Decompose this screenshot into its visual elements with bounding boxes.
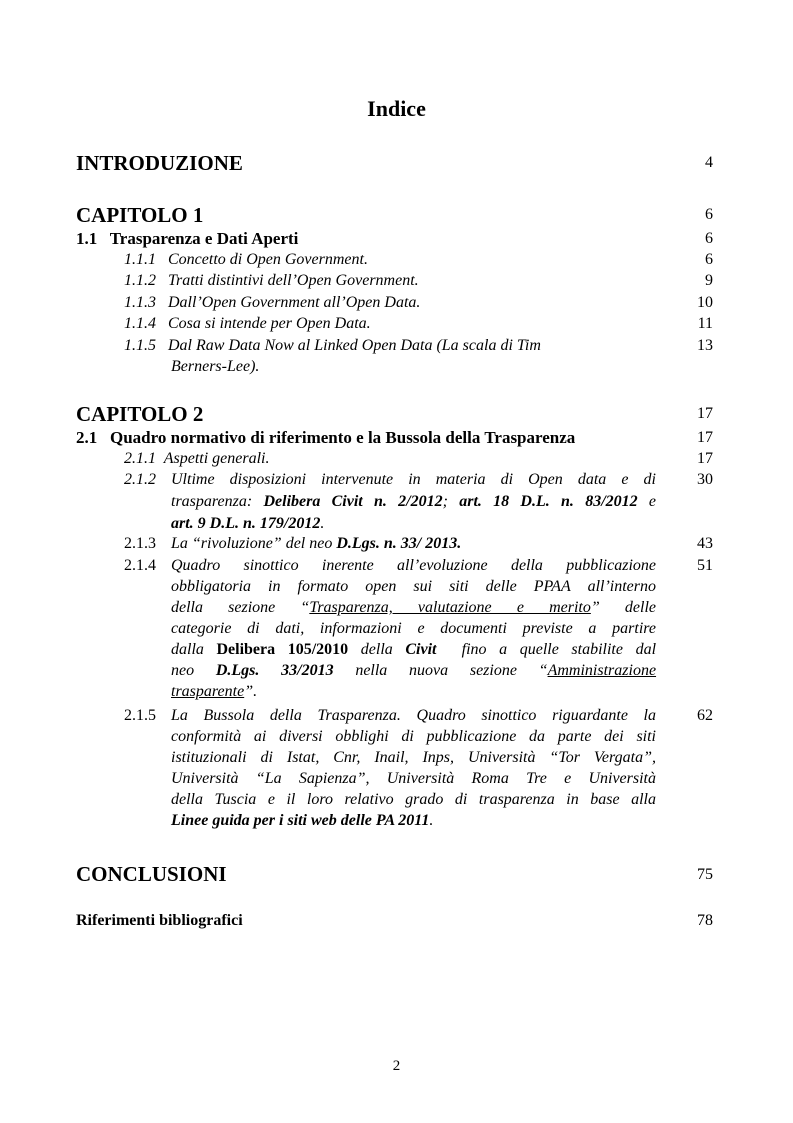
page-title: Indice (367, 96, 426, 121)
item-number: 1.1.5 (124, 337, 156, 354)
item-text: Dall’Open Government all’Open Data. (168, 294, 421, 311)
line: Università “La Sapienza”, Università Roma Tre e Università (171, 770, 656, 787)
section-title: Trasparenza e Dati Aperti (109, 229, 299, 248)
line: categorie di dati, informazioni e documenti previste a partire (171, 620, 656, 637)
toc-chapter1-page: 6 (705, 206, 713, 223)
toc-item-1-1-3-page: 10 (697, 294, 713, 311)
toc-item-1-1-5-continuation: Berners-Lee). (171, 358, 260, 375)
item-text: Aspetti generali. (163, 450, 270, 467)
toc-item-2-1-2-text (171, 471, 656, 533)
line: istituzionali di Istat, Cnr, Inail, Inps, Università “Tor Vergata”, (171, 749, 656, 766)
section-title: Quadro normativo di riferimento e la Bussola della Trasparenza (110, 428, 576, 447)
toc-item-2-1-5-text (171, 707, 656, 830)
toc-item-2-1-5-number: 2.1.5 (124, 707, 156, 724)
item-number: 1.1.4 (124, 315, 156, 332)
line: trasparente”. (171, 683, 258, 700)
toc-item-1-1-3 (124, 294, 420, 312)
line: della Tuscia e il loro relativo grado di trasparenza in base alla (171, 791, 656, 808)
toc-item-2-1-5-page: 62 (697, 707, 713, 724)
toc-item-2-1-4-page: 51 (697, 557, 713, 574)
toc-conclusions-label: CONCLUSIONI (76, 862, 227, 886)
item-text: Concetto di Open Government. (168, 251, 368, 268)
line: trasparenza: Delibera Civit n. 2/2012; art. 18 D.L. n. 83/2012 e (171, 493, 657, 510)
toc-item-1-1-4-page: 11 (697, 315, 713, 332)
line: La Bussola della Trasparenza. Quadro sinottico riguardante la (171, 707, 656, 724)
toc-item-2-1-2-number: 2.1.2 (124, 471, 156, 488)
item-number: 1.1.1 (124, 251, 156, 268)
toc-item-1-1-4 (124, 315, 371, 333)
item-number: 2.1.1 (124, 450, 156, 467)
line: neo D.Lgs. 33/2013 nella nuova sezione “Amministrazione (171, 662, 657, 679)
toc-item-1-1-5 (124, 337, 541, 355)
item-number: 1.1.2 (124, 272, 156, 289)
toc-item-1-1-2 (124, 272, 419, 290)
toc-item-1-1-2-page: 9 (705, 272, 713, 289)
toc-item-2-1-4-number: 2.1.4 (124, 557, 156, 574)
toc-section-1-1 (76, 229, 298, 249)
line: Ultime disposizioni intervenute in materia di Open data e di (171, 471, 656, 488)
toc-section-2-1-page: 17 (697, 429, 713, 446)
toc-item-2-1-4-text (171, 557, 656, 701)
toc-intro-label: INTRODUZIONE (76, 151, 243, 175)
section-number: 1.1 (76, 229, 98, 248)
toc-chapter1-label: CAPITOLO 1 (76, 203, 204, 227)
toc-bibliography-page: 78 (697, 912, 713, 929)
toc-item-2-1-1 (124, 450, 269, 468)
item-text: Dal Raw Data Now al Linked Open Data (La scala di Tim (168, 337, 541, 354)
line: della sezione “Trasparenza, valutazione e merito” delle (171, 599, 656, 616)
toc-section-2-1 (76, 428, 575, 448)
line: art. 9 D.L. n. 179/2012. (171, 515, 325, 532)
line: Quadro sinottico inerente all’evoluzione della pubblicazione (171, 557, 656, 574)
line: Linee guida per i siti web delle PA 2011. (171, 812, 434, 829)
line: conformità ai diversi obblighi di pubblicazione da parte dei siti (171, 728, 656, 745)
toc-intro-page: 4 (705, 154, 713, 171)
toc-item-1-1-1 (124, 251, 368, 269)
toc-chapter2-label: CAPITOLO 2 (76, 402, 204, 426)
item-number: 1.1.3 (124, 294, 156, 311)
toc-item-2-1-3-text: La “rivoluzione” del neo D.Lgs. n. 33/ 2013. (171, 535, 462, 552)
item-text: Tratti distintivi dell’Open Government. (168, 272, 419, 289)
toc-section-1-1-page: 6 (705, 230, 713, 247)
toc-item-2-1-2-page: 30 (697, 471, 713, 488)
section-number: 2.1 (76, 428, 98, 447)
toc-conclusions-page: 75 (697, 866, 713, 883)
toc-item-1-1-1-page: 6 (705, 251, 713, 268)
line: dalla Delibera 105/2010 della Civit fino a quelle stabilite dal (171, 641, 657, 658)
toc-item-2-1-3-number: 2.1.3 (124, 535, 156, 552)
toc-chapter2-page: 17 (697, 405, 713, 422)
toc-item-2-1-3-page: 43 (697, 535, 713, 552)
toc-item-1-1-5-page: 13 (697, 337, 713, 354)
item-text: Cosa si intende per Open Data. (168, 315, 371, 332)
line: obbligatoria in formato open sui siti delle PPAA all’interno (171, 578, 656, 595)
toc-bibliography-label: Riferimenti bibliografici (76, 912, 243, 929)
toc-item-2-1-1-page: 17 (697, 450, 713, 467)
page-number: 2 (392, 1058, 401, 1074)
